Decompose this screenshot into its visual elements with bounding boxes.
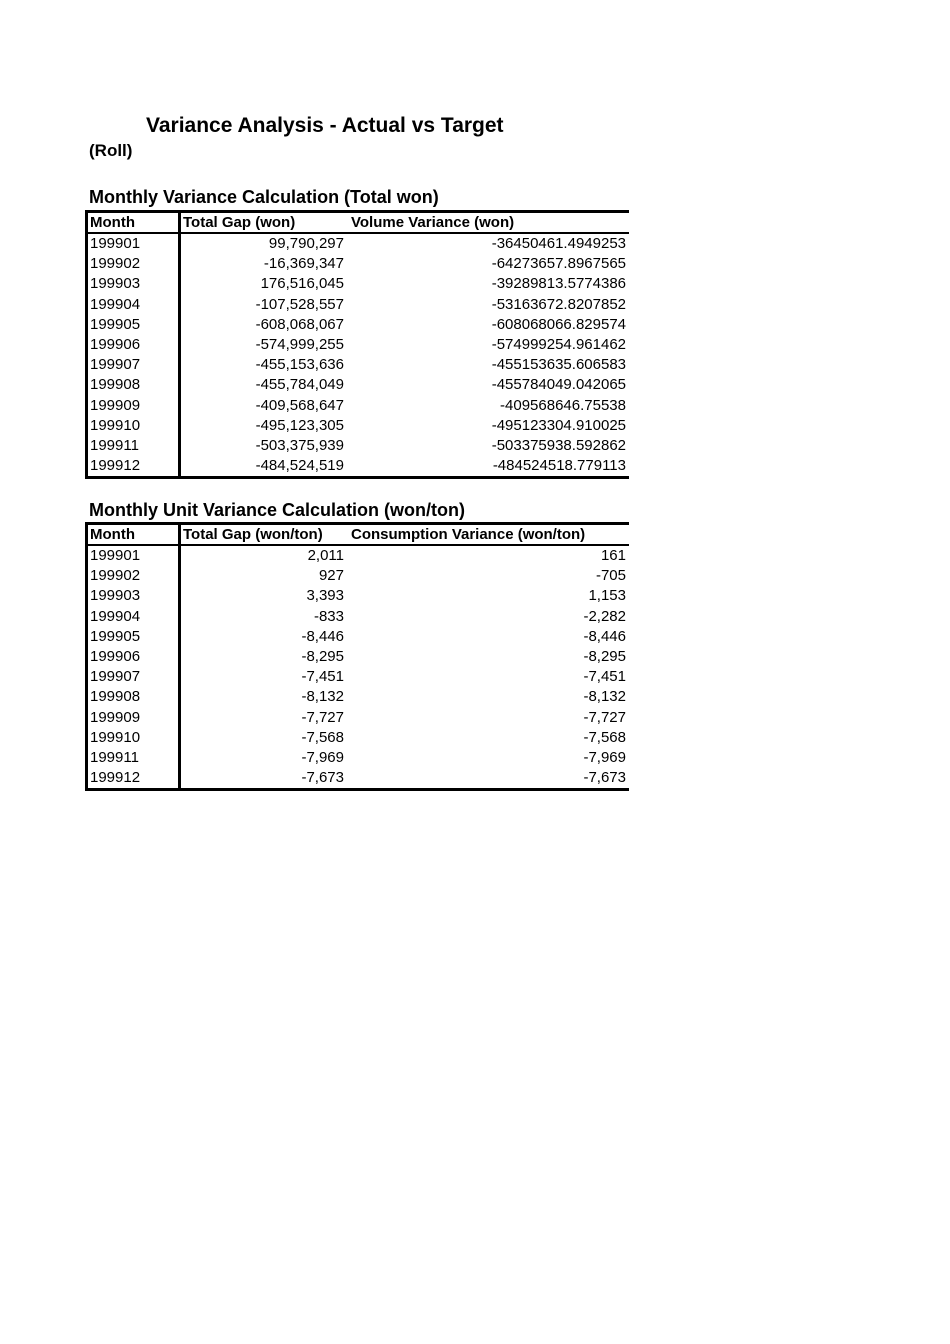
cell-consumption-variance: -8,295 [583, 647, 626, 665]
column-header-month: Month [88, 213, 181, 232]
cell-volume-variance: -36450461.4949253 [491, 235, 626, 252]
cell-total-gap: -7,451 [301, 668, 344, 686]
cell-total-gap: -608,068,067 [255, 315, 344, 333]
cell-consumption-variance: -7,969 [583, 748, 626, 766]
page-subtitle: (Roll) [89, 141, 133, 160]
cell-month: 199905 [88, 627, 181, 647]
cell-total-gap: -16,369,347 [263, 255, 344, 273]
cell-total-gap: -503,375,939 [255, 436, 344, 454]
table-row [88, 456, 629, 476]
cell-month: 199909 [88, 708, 181, 728]
cell-month: 199904 [88, 607, 181, 627]
cell-month: 199908 [88, 375, 181, 395]
table-header-row [88, 213, 629, 234]
table-row [88, 627, 629, 647]
column-header-total-gap: Total Gap (won/ton) [183, 526, 323, 543]
cell-total-gap: -455,784,049 [255, 376, 344, 394]
cell-total-gap: 176,516,045 [260, 275, 344, 293]
table-row [88, 315, 629, 335]
cell-month: 199904 [88, 295, 181, 315]
cell-consumption-variance: -8,132 [583, 688, 626, 706]
table-body [88, 234, 629, 476]
cell-month: 199911 [88, 436, 181, 456]
table-row [88, 234, 629, 254]
cell-consumption-variance: -7,673 [583, 769, 626, 787]
cell-volume-variance: -495123304.910025 [491, 416, 626, 434]
unit-variance-table [85, 522, 629, 791]
table-row [88, 687, 629, 707]
section-title-total-variance: Monthly Variance Calculation (Total won) [89, 187, 439, 207]
cell-total-gap: -7,673 [301, 769, 344, 787]
table-row [88, 586, 629, 606]
table-body [88, 546, 629, 788]
cell-month: 199906 [88, 647, 181, 667]
cell-total-gap: -409,568,647 [255, 396, 344, 414]
cell-consumption-variance: 161 [600, 547, 626, 564]
cell-total-gap: 99,790,297 [268, 235, 344, 252]
cell-month: 199912 [88, 768, 181, 788]
table-row [88, 647, 629, 667]
cell-total-gap: -455,153,636 [255, 356, 344, 374]
column-header-volume-variance: Volume Variance (won) [351, 214, 515, 231]
cell-month: 199908 [88, 687, 181, 707]
table-row [88, 436, 629, 456]
table-row [88, 335, 629, 355]
table-row [88, 254, 629, 274]
table-row [88, 396, 629, 416]
cell-month: 199905 [88, 315, 181, 335]
cell-month: 199910 [88, 728, 181, 748]
table-row [88, 768, 629, 788]
cell-total-gap: -7,727 [301, 708, 344, 726]
cell-volume-variance: -39289813.5774386 [491, 275, 626, 293]
table-row [88, 274, 629, 294]
cell-volume-variance: -503375938.592862 [491, 436, 626, 454]
cell-total-gap: -7,568 [301, 728, 344, 746]
section-title-unit-variance: Monthly Unit Variance Calculation (won/ton) [89, 500, 466, 520]
cell-total-gap: -8,132 [301, 688, 344, 706]
cell-consumption-variance: -7,451 [583, 668, 626, 686]
table-row [88, 748, 629, 768]
cell-month: 199911 [88, 748, 181, 768]
cell-total-gap: -574,999,255 [255, 335, 344, 353]
cell-total-gap: -833 [313, 607, 344, 625]
table-row [88, 416, 629, 436]
cell-month: 199903 [88, 586, 181, 606]
cell-month: 199910 [88, 416, 181, 436]
cell-month: 199907 [88, 355, 181, 375]
cell-total-gap: -495,123,305 [255, 416, 344, 434]
table-header-row [88, 525, 629, 546]
cell-total-gap: 2,011 [307, 547, 344, 564]
page-title: Variance Analysis - Actual vs Target [146, 114, 504, 137]
cell-total-gap: 3,393 [306, 587, 344, 605]
column-header-total-gap: Total Gap (won) [183, 214, 296, 231]
cell-volume-variance: -608068066.829574 [491, 315, 626, 333]
column-header-consumption-variance: Consumption Variance (won/ton) [351, 526, 586, 543]
column-header-month: Month [88, 525, 181, 544]
cell-month: 199907 [88, 667, 181, 687]
table-row [88, 375, 629, 395]
table-row [88, 355, 629, 375]
cell-total-gap: -8,446 [301, 627, 344, 645]
cell-consumption-variance: 1,153 [588, 587, 626, 605]
cell-total-gap: -7,969 [301, 748, 344, 766]
cell-month: 199901 [88, 234, 181, 254]
cell-month: 199901 [88, 546, 181, 566]
cell-month: 199902 [88, 254, 181, 274]
cell-month: 199909 [88, 396, 181, 416]
cell-consumption-variance: -8,446 [583, 627, 626, 645]
cell-consumption-variance: -7,568 [583, 728, 626, 746]
table-row [88, 546, 629, 566]
cell-total-gap: -484,524,519 [255, 457, 344, 475]
total-variance-table [85, 210, 629, 479]
cell-volume-variance: -455153635.606583 [491, 356, 626, 374]
cell-total-gap: -8,295 [301, 647, 344, 665]
table-row [88, 728, 629, 748]
cell-month: 199903 [88, 274, 181, 294]
table-row [88, 607, 629, 627]
cell-volume-variance: -574999254.961462 [491, 335, 626, 353]
cell-consumption-variance: -7,727 [583, 708, 626, 726]
table-row [88, 295, 629, 315]
cell-volume-variance: -409568646.75538 [500, 396, 626, 414]
cell-month: 199902 [88, 566, 181, 586]
cell-volume-variance: -455784049.042065 [491, 376, 626, 394]
table-row [88, 566, 629, 586]
table-row [88, 667, 629, 687]
cell-volume-variance: -64273657.8967565 [491, 255, 626, 273]
cell-month: 199912 [88, 456, 181, 476]
cell-total-gap: -107,528,557 [255, 295, 344, 313]
cell-month: 199906 [88, 335, 181, 355]
cell-total-gap: 927 [318, 567, 344, 585]
table-row [88, 708, 629, 728]
cell-consumption-variance: -705 [595, 567, 626, 585]
cell-volume-variance: -53163672.8207852 [491, 295, 626, 313]
cell-consumption-variance: -2,282 [583, 607, 626, 625]
cell-volume-variance: -484524518.779113 [492, 457, 626, 475]
